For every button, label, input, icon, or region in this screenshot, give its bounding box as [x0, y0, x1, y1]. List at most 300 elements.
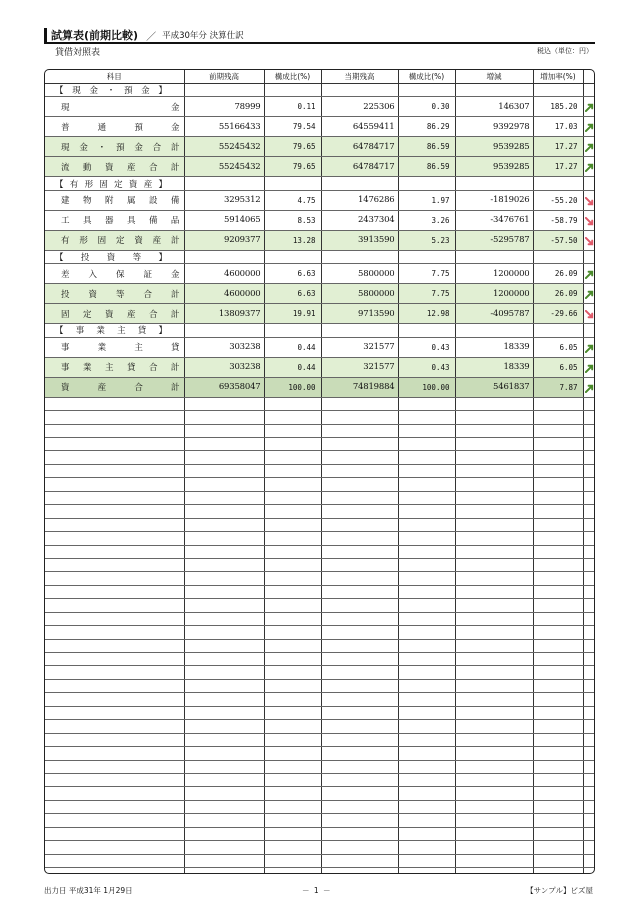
empty-row [45, 639, 595, 652]
empty-cell [184, 800, 264, 813]
arrow-down-icon [585, 231, 594, 250]
trend-cell [583, 377, 595, 397]
empty-cell [533, 760, 583, 773]
prev-ratio: 6.63 [264, 284, 321, 304]
empty-cell [455, 324, 533, 337]
empty-cell [398, 612, 455, 625]
trend-cell [583, 264, 595, 284]
empty-cell [184, 666, 264, 679]
empty-cell [184, 324, 264, 337]
prev-ratio: 0.11 [264, 97, 321, 117]
report-subtitle: 貸借対照表 [55, 48, 101, 58]
empty-cell [264, 438, 321, 451]
empty-cell [583, 639, 595, 652]
empty-cell [398, 585, 455, 598]
prev-balance: 55245432 [184, 137, 264, 157]
empty-cell [583, 424, 595, 437]
empty-cell [455, 397, 533, 410]
empty-cell [321, 666, 398, 679]
empty-cell [455, 585, 533, 598]
empty-cell [533, 518, 583, 531]
table-row [45, 97, 595, 117]
empty-cell [45, 827, 184, 840]
empty-cell [455, 612, 533, 625]
account-name [45, 117, 184, 137]
title-rule [44, 42, 595, 44]
arrow-up-icon [585, 358, 594, 377]
empty-cell [398, 679, 455, 692]
empty-cell [45, 814, 184, 827]
account-label: 現 金 ・ 預 金 合 計 [61, 142, 180, 153]
empty-row [45, 827, 595, 840]
empty-cell [45, 518, 184, 531]
empty-cell [184, 411, 264, 424]
empty-cell [45, 478, 184, 491]
empty-cell [455, 706, 533, 719]
empty-row [45, 464, 595, 477]
empty-cell [184, 841, 264, 854]
prev-balance: 303238 [184, 357, 264, 377]
empty-cell [184, 733, 264, 746]
empty-cell [264, 558, 321, 571]
empty-row [45, 773, 595, 786]
empty-cell [264, 411, 321, 424]
section-row [45, 83, 595, 96]
account-label: 投 資 等 合 計 [61, 289, 180, 300]
change-amount: 9392978 [455, 117, 533, 137]
empty-cell [583, 177, 595, 190]
empty-row [45, 720, 595, 733]
growth-rate: -58.79 [533, 210, 583, 230]
empty-cell [184, 424, 264, 437]
empty-cell [264, 733, 321, 746]
curr-balance: 321577 [321, 357, 398, 377]
empty-row [45, 841, 595, 854]
growth-rate: 6.05 [533, 337, 583, 357]
curr-balance: 64784717 [321, 157, 398, 177]
empty-row [45, 733, 595, 746]
empty-cell [533, 478, 583, 491]
account-label: 建 物 附 属 設 備 [61, 196, 180, 207]
empty-cell [583, 250, 595, 263]
change-amount: 18339 [455, 337, 533, 357]
trend-cell [583, 210, 595, 230]
empty-cell [45, 720, 184, 733]
empty-cell [321, 841, 398, 854]
empty-cell [398, 854, 455, 867]
empty-cell [45, 841, 184, 854]
empty-row [45, 572, 595, 585]
empty-cell [321, 572, 398, 585]
account-name [45, 97, 184, 117]
trend-cell [583, 230, 595, 250]
title-marker [44, 28, 47, 42]
empty-cell [455, 787, 533, 800]
empty-row [45, 397, 595, 410]
empty-cell [264, 639, 321, 652]
empty-cell [533, 324, 583, 337]
arrow-up-icon [585, 284, 594, 303]
arrow-up-icon [585, 117, 594, 136]
empty-cell [264, 706, 321, 719]
empty-cell [583, 854, 595, 867]
empty-cell [583, 585, 595, 598]
empty-cell [398, 177, 455, 190]
empty-cell [455, 491, 533, 504]
empty-cell [533, 653, 583, 666]
empty-cell [184, 491, 264, 504]
empty-cell [321, 639, 398, 652]
unit-label: 税込（単位：円） [537, 47, 593, 55]
empty-cell [321, 424, 398, 437]
empty-cell [264, 814, 321, 827]
empty-cell [455, 545, 533, 558]
prev-ratio: 19.91 [264, 304, 321, 324]
empty-cell [398, 666, 455, 679]
section-row [45, 324, 595, 337]
empty-cell [184, 639, 264, 652]
empty-cell [398, 545, 455, 558]
account-name [45, 377, 184, 397]
empty-cell [455, 505, 533, 518]
empty-cell [583, 841, 595, 854]
empty-cell [45, 411, 184, 424]
empty-cell [264, 773, 321, 786]
empty-cell [45, 800, 184, 813]
empty-row [45, 478, 595, 491]
prev-ratio: 8.53 [264, 210, 321, 230]
output-date: 出力日 平成31年 1月29日 [44, 886, 133, 895]
empty-row [45, 491, 595, 504]
trend-cell [583, 157, 595, 177]
account-name [45, 190, 184, 210]
empty-cell [45, 491, 184, 504]
subtotal-row [45, 230, 595, 250]
section-title: 【 有 形 固 定 資 産 】 [55, 179, 167, 190]
empty-cell [321, 324, 398, 337]
trend-cell [583, 357, 595, 377]
empty-cell [583, 868, 595, 875]
empty-row [45, 787, 595, 800]
empty-cell [533, 854, 583, 867]
col-header-prev-balance: 前期残高 [184, 70, 264, 83]
empty-cell [455, 841, 533, 854]
change-amount: 9539285 [455, 157, 533, 177]
empty-cell [321, 854, 398, 867]
empty-cell [264, 854, 321, 867]
empty-cell [184, 854, 264, 867]
empty-cell [264, 83, 321, 96]
empty-cell [184, 599, 264, 612]
change-amount: 146307 [455, 97, 533, 117]
empty-cell [184, 814, 264, 827]
subtotal-row [45, 137, 595, 157]
empty-cell [455, 666, 533, 679]
empty-cell [583, 505, 595, 518]
empty-cell [184, 773, 264, 786]
empty-cell [455, 868, 533, 875]
account-label: 普 通 預 金 [61, 122, 180, 133]
empty-cell [398, 505, 455, 518]
empty-cell [184, 177, 264, 190]
empty-cell [398, 760, 455, 773]
empty-cell [45, 612, 184, 625]
empty-cell [533, 558, 583, 571]
arrow-up-icon [585, 137, 594, 156]
empty-cell [398, 773, 455, 786]
empty-cell [533, 585, 583, 598]
empty-cell [533, 505, 583, 518]
empty-cell [184, 558, 264, 571]
empty-cell [184, 679, 264, 692]
empty-cell [321, 397, 398, 410]
trend-cell [583, 137, 595, 157]
empty-cell [583, 827, 595, 840]
growth-rate: 17.27 [533, 137, 583, 157]
empty-cell [184, 827, 264, 840]
empty-cell [533, 438, 583, 451]
account-label: 事 業 主 貸 合 計 [61, 363, 180, 374]
empty-cell [45, 424, 184, 437]
empty-cell [264, 800, 321, 813]
growth-rate: 26.09 [533, 264, 583, 284]
empty-row [45, 854, 595, 867]
section-label [45, 177, 184, 190]
table-row [45, 264, 595, 284]
report-title: 試算表(前期比較) [51, 29, 139, 42]
curr-balance: 64784717 [321, 137, 398, 157]
empty-cell [533, 773, 583, 786]
empty-cell [455, 558, 533, 571]
empty-row [45, 747, 595, 760]
empty-cell [398, 693, 455, 706]
empty-cell [398, 841, 455, 854]
empty-cell [264, 827, 321, 840]
report-period: 平成30年分 決算仕訳 [162, 31, 244, 41]
prev-ratio: 79.65 [264, 157, 321, 177]
account-label: 有 形 固 定 資 産 計 [61, 236, 180, 247]
empty-cell [45, 451, 184, 464]
subtotal-row [45, 284, 595, 304]
growth-rate: 7.87 [533, 377, 583, 397]
empty-cell [398, 814, 455, 827]
curr-balance: 9713590 [321, 304, 398, 324]
empty-row [45, 679, 595, 692]
empty-cell [533, 827, 583, 840]
prev-ratio: 6.63 [264, 264, 321, 284]
empty-cell [45, 639, 184, 652]
account-name [45, 357, 184, 377]
empty-row [45, 451, 595, 464]
empty-cell [583, 626, 595, 639]
curr-balance: 1476286 [321, 190, 398, 210]
empty-cell [321, 720, 398, 733]
empty-cell [321, 545, 398, 558]
brand-label: 【サンプル】ビズ屋 [526, 886, 593, 895]
empty-cell [264, 250, 321, 263]
empty-cell [45, 532, 184, 545]
empty-row [45, 760, 595, 773]
empty-cell [583, 324, 595, 337]
empty-cell [45, 558, 184, 571]
empty-cell [583, 411, 595, 424]
empty-cell [533, 814, 583, 827]
empty-cell [533, 177, 583, 190]
empty-cell [321, 693, 398, 706]
empty-cell [398, 250, 455, 263]
empty-cell [45, 706, 184, 719]
empty-cell [264, 679, 321, 692]
empty-cell [455, 451, 533, 464]
curr-ratio: 3.26 [398, 210, 455, 230]
table-row [45, 210, 595, 230]
page-number: － 1 － [302, 886, 332, 895]
empty-cell [264, 599, 321, 612]
prev-ratio: 0.44 [264, 357, 321, 377]
empty-cell [45, 438, 184, 451]
empty-cell [583, 532, 595, 545]
empty-cell [321, 653, 398, 666]
empty-cell [583, 733, 595, 746]
prev-ratio: 100.00 [264, 377, 321, 397]
curr-ratio: 0.30 [398, 97, 455, 117]
arrow-up-icon [585, 338, 594, 357]
empty-cell [583, 787, 595, 800]
empty-cell [533, 747, 583, 760]
empty-cell [45, 747, 184, 760]
empty-cell [321, 706, 398, 719]
empty-cell [455, 478, 533, 491]
header-row [45, 70, 595, 83]
title-separator: ／ [146, 31, 157, 43]
arrow-down-icon [585, 304, 594, 323]
account-label: 工 具 器 具 備 品 [61, 216, 180, 227]
empty-row [45, 518, 595, 531]
empty-cell [45, 397, 184, 410]
change-amount: -4095787 [455, 304, 533, 324]
prev-ratio: 0.44 [264, 337, 321, 357]
prev-ratio: 79.54 [264, 117, 321, 137]
empty-cell [184, 545, 264, 558]
empty-cell [533, 545, 583, 558]
curr-ratio: 1.97 [398, 190, 455, 210]
change-amount: -3476761 [455, 210, 533, 230]
empty-cell [533, 679, 583, 692]
growth-rate: 26.09 [533, 284, 583, 304]
change-amount: 1200000 [455, 264, 533, 284]
account-label: 固 定 資 産 合 計 [61, 309, 180, 320]
empty-cell [264, 693, 321, 706]
empty-cell [533, 397, 583, 410]
empty-cell [583, 720, 595, 733]
empty-cell [264, 585, 321, 598]
account-name [45, 137, 184, 157]
empty-cell [45, 868, 184, 875]
empty-cell [184, 464, 264, 477]
empty-cell [398, 639, 455, 652]
empty-cell [533, 451, 583, 464]
change-amount: 9539285 [455, 137, 533, 157]
account-name [45, 284, 184, 304]
empty-row [45, 693, 595, 706]
curr-balance: 74819884 [321, 377, 398, 397]
empty-cell [533, 612, 583, 625]
empty-cell [398, 464, 455, 477]
growth-rate: -57.50 [533, 230, 583, 250]
empty-cell [583, 612, 595, 625]
trend-cell [583, 337, 595, 357]
empty-cell [455, 720, 533, 733]
empty-cell [264, 451, 321, 464]
trend-cell [583, 97, 595, 117]
arrow-down-icon [585, 211, 594, 230]
empty-cell [264, 505, 321, 518]
empty-cell [45, 679, 184, 692]
empty-cell [455, 639, 533, 652]
empty-cell [264, 397, 321, 410]
prev-balance: 4600000 [184, 264, 264, 284]
col-header-prev-ratio: 構成比(%) [264, 70, 321, 83]
curr-ratio: 100.00 [398, 377, 455, 397]
empty-cell [583, 451, 595, 464]
empty-cell [583, 666, 595, 679]
empty-cell [45, 760, 184, 773]
account-name [45, 230, 184, 250]
empty-cell [321, 411, 398, 424]
empty-cell [533, 424, 583, 437]
empty-row [45, 800, 595, 813]
empty-cell [264, 760, 321, 773]
empty-cell [264, 324, 321, 337]
empty-row [45, 626, 595, 639]
empty-cell [583, 464, 595, 477]
empty-cell [321, 599, 398, 612]
empty-cell [533, 720, 583, 733]
empty-cell [398, 626, 455, 639]
empty-cell [398, 733, 455, 746]
account-label: 現 金 [61, 102, 180, 113]
curr-ratio: 0.43 [398, 337, 455, 357]
empty-cell [455, 827, 533, 840]
empty-cell [398, 706, 455, 719]
empty-row [45, 558, 595, 571]
empty-cell [455, 464, 533, 477]
empty-cell [583, 814, 595, 827]
empty-cell [455, 814, 533, 827]
change-amount: -1819026 [455, 190, 533, 210]
empty-cell [398, 532, 455, 545]
prev-balance: 9209377 [184, 230, 264, 250]
section-title: 【 現 金 ・ 預 金 】 [55, 86, 167, 97]
empty-cell [184, 532, 264, 545]
empty-cell [321, 679, 398, 692]
empty-cell [533, 841, 583, 854]
col-header-curr-ratio: 構成比(%) [398, 70, 455, 83]
empty-cell [398, 424, 455, 437]
empty-cell [321, 760, 398, 773]
empty-cell [583, 478, 595, 491]
account-label: 差 入 保 証 金 [61, 269, 180, 280]
account-name [45, 264, 184, 284]
empty-cell [455, 747, 533, 760]
empty-cell [583, 599, 595, 612]
empty-cell [184, 572, 264, 585]
section-row [45, 177, 595, 190]
table-row [45, 337, 595, 357]
growth-rate: 17.03 [533, 117, 583, 137]
empty-cell [583, 558, 595, 571]
empty-cell [455, 532, 533, 545]
